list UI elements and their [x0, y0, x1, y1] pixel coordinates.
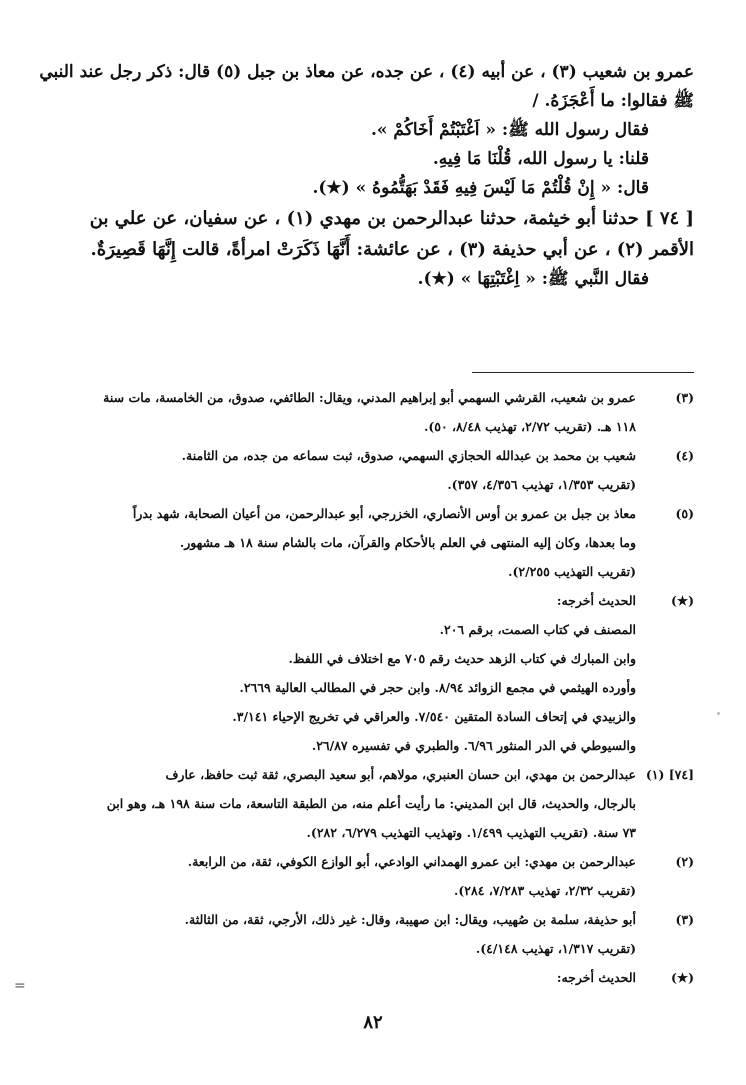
footnote	[46, 499, 694, 586]
footnote-line: معاذ بن جبل بن عمرو بن أوس الأنصاري، الخزرجي، أبو عبدالرحمن، من أعيان الصحابة، شهد بدراً	[132, 506, 636, 521]
footnote-line: (تقريب ١/٣١٧، تهذيب ٤/١٤٨).	[475, 941, 636, 956]
footnote-line: والزبيدي في إتحاف السادة المتقين ٧/٥٤٠. والعراقي في تخريج الإحياء ٣/١٤١.	[232, 709, 636, 724]
footnotes	[46, 383, 694, 992]
margin-mark: =	[14, 978, 26, 994]
footnote	[46, 586, 694, 760]
footnote-line: بالرجال، والحديث، قال ابن المديني: ما رأيت أعلم منه، من الطبقة التاسعة، مات سنة ١٩٨ هـ، وهو ابن	[106, 796, 636, 811]
footnote-number: (★)	[670, 593, 694, 608]
footnote	[46, 847, 694, 905]
footnote-line: ١١٨ هـ. (تقريب ٢/٧٢، تهذيب ٨/٤٨، ٥٠).	[423, 419, 636, 434]
footnote-line: أبو حذيفة، سلمة بن صُهيب، ويقال: ابن صهيبة، وقال: غير ذلك، الأرجي، ثقة، من الثالثة.	[184, 912, 636, 927]
text-line: قال: « إِنْ قُلْتُمْ مَا لَيْسَ فِيهِ فَقَدْ بَهَتُّمُوهُ » (★).	[312, 178, 649, 198]
footnote-line: الحديث أخرجه:	[556, 970, 636, 985]
footnote-line: ٧٣ سنة. (تقريب التهذيب ١/٤٩٩. وتهذيب التهذيب ٦/٢٧٩، ٢٨٢).	[306, 825, 636, 840]
footnote-line: وما بعدها، وكان إليه المنتهى في العلم بالأحكام والقرآن، مات بالشام سنة ١٨ هـ مشهور.	[179, 535, 636, 550]
footnote	[46, 963, 694, 992]
footnote-number: (٣)	[675, 390, 694, 405]
footnote-line: والسيوطي في الدر المنثور ٦/٩٦. والطبري في تفسيره ٢٦/٨٧.	[311, 738, 636, 753]
main-text	[39, 58, 694, 294]
footnote-line: (تقريب التهذيب ٢/٢٥٥).	[508, 564, 636, 579]
footnote-divider	[472, 372, 694, 373]
footnote-line: عبدالرحمن بن مهدي، ابن حسان العنبري، مولاهم، أبو سعيد البصري، ثقة ثبت حافظ، عارف	[165, 767, 636, 782]
footnote-line: (تقريب ١/٣٥٣، تهذيب ٤/٣٥٦، ٣٥٧).	[447, 477, 636, 492]
footnote-line: وابن المبارك في كتاب الزهد حديث رقم ٧٠٥ مع اختلاف في اللفظ.	[288, 651, 636, 666]
text-line: ﷺ فقالوا: ما أَعْجَزَهُ. /	[532, 91, 694, 111]
scan-speck	[717, 712, 720, 715]
text-line: قلنا: يا رسول الله، قُلْنَا مَا فِيهِ.	[432, 149, 649, 169]
text-line: فقال رسول الله ﷺ: « اَغْتَبْتُمْ أَخَاكُمْ ».	[370, 120, 649, 140]
hadith-74-line: [ ٧٤ ] حدثنا أبو خيثمة، حدثنا عبدالرحمن بن مهدي (١) ، عن سفيان، عن علي بن	[89, 208, 694, 229]
footnote-number: (★)	[670, 970, 694, 985]
footnote	[46, 383, 694, 441]
footnote-number: [٧٤] (١)	[645, 767, 694, 782]
text-line: الأقمر (٢) ، عن أبي حذيفة (٣) ، عن عائشة: أَنَّهَا ذَكَرَتْ امرأةً، قالت إِنَّهَا قَصِيرَةٌ.	[90, 239, 694, 260]
footnote	[46, 441, 694, 499]
footnote-line: وأورده الهيثمي في مجمع الزوائد ٨/٩٤. وابن حجر في المطالب العالية ٢٦٦٩.	[239, 680, 636, 695]
footnote-number: (٢)	[675, 854, 694, 869]
footnote-number: (٣)	[675, 912, 694, 927]
footnote-line: الحديث أخرجه:	[556, 593, 636, 608]
footnote-line: شعيب بن محمد بن عبدالله الحجازي السهمي، صدوق، ثبت سماعه من جده، من الثامنة.	[181, 448, 636, 463]
footnote-line: عمرو بن شعيب، القرشي السهمي أبو إبراهيم المدني، ويقال: الطائفي، صدوق، من الخامسة، مات سنة	[103, 390, 636, 405]
footnote-line: (تقريب ٢/٣٢، تهذيب ٧/٢٨٣، ٢٨٤).	[454, 883, 636, 898]
footnote	[46, 905, 694, 963]
footnote-number: (٥)	[675, 506, 694, 521]
footnote-line: المصنف في كتاب الصمت، برقم ٢٠٦.	[439, 622, 636, 637]
footnote-number: (٤)	[675, 448, 694, 463]
footnote-line: عبدالرحمن بن مهدي: ابن عمرو الهمداني الوادعي، أبو الوازع الكوفي، ثقة، من الرابعة.	[187, 854, 636, 869]
text-line: فقال النَّبي ﷺ: « اِغْتَبْتِهَا » (★).	[417, 269, 649, 289]
page-number: ٨٢	[363, 1012, 383, 1033]
footnote	[46, 760, 694, 847]
text-line: عمرو بن شعيب (٣) ، عن أبيه (٤) ، عن جده، عن معاذ بن جبل (٥) قال: ذكر رجل عند النبي	[39, 62, 694, 82]
